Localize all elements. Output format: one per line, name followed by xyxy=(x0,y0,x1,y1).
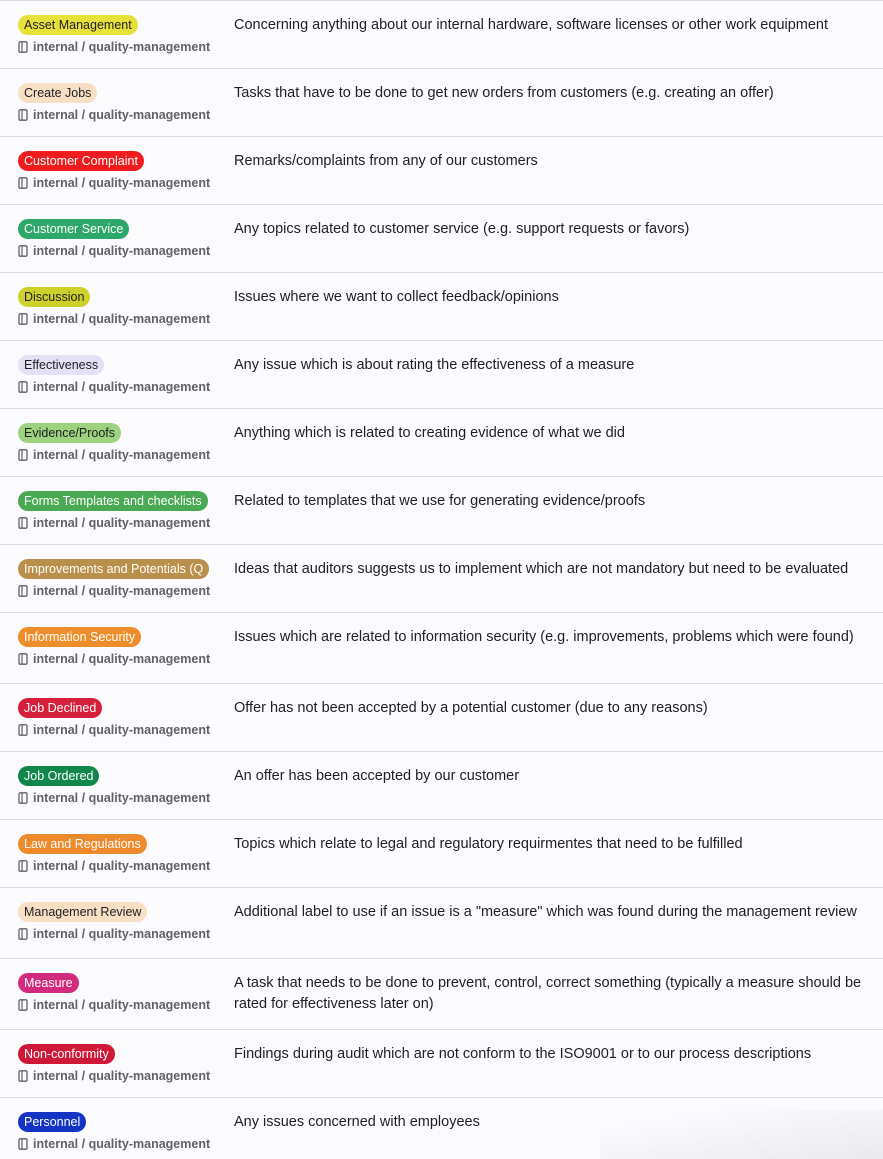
label-info xyxy=(18,423,234,463)
label-badge[interactable]: Law and Regulations xyxy=(18,834,147,854)
label-row[interactable] xyxy=(0,205,883,273)
label-badge[interactable]: Personnel xyxy=(18,1112,86,1132)
project-path[interactable] xyxy=(18,651,234,667)
label-badge[interactable]: Measure xyxy=(18,973,79,993)
project-icon xyxy=(18,1138,28,1150)
label-info xyxy=(18,1044,234,1084)
label-row[interactable] xyxy=(0,613,883,684)
label-row[interactable] xyxy=(0,137,883,205)
project-icon xyxy=(18,724,28,736)
project-icon xyxy=(18,245,28,257)
project-path-text: internal / quality-management xyxy=(33,516,211,530)
label-info xyxy=(18,219,234,259)
label-description: Ideas that auditors suggests us to implement which are not mandatory but need to be evaluated xyxy=(234,561,849,577)
project-icon xyxy=(18,1070,28,1082)
project-icon xyxy=(18,653,28,665)
label-badge[interactable]: Non-conformity xyxy=(18,1044,115,1064)
project-icon xyxy=(18,449,28,461)
project-path[interactable] xyxy=(18,1068,234,1084)
project-path[interactable] xyxy=(18,175,234,191)
project-path[interactable] xyxy=(18,107,234,123)
project-icon xyxy=(18,928,28,940)
label-badge[interactable]: Forms Templates and checklists xyxy=(18,491,208,511)
project-icon xyxy=(18,109,28,121)
project-path[interactable] xyxy=(18,39,234,55)
label-info xyxy=(18,902,234,942)
label-badge[interactable]: Evidence/Proofs xyxy=(18,423,121,443)
project-icon xyxy=(18,381,28,393)
project-path-text: internal / quality-management xyxy=(33,176,211,190)
label-info xyxy=(18,1112,234,1152)
label-badge[interactable]: Customer Service xyxy=(18,219,129,239)
label-info xyxy=(18,287,234,327)
project-icon xyxy=(18,41,28,53)
project-path[interactable] xyxy=(18,790,234,806)
label-row[interactable] xyxy=(0,69,883,137)
project-path-text: internal / quality-management xyxy=(33,859,211,873)
label-info xyxy=(18,627,234,667)
label-row[interactable] xyxy=(0,341,883,409)
label-info xyxy=(18,766,234,806)
project-path[interactable] xyxy=(18,997,234,1013)
project-path[interactable] xyxy=(18,379,234,395)
label-badge[interactable]: Asset Management xyxy=(18,15,138,35)
label-info xyxy=(18,83,234,123)
label-row[interactable] xyxy=(0,684,883,752)
label-info xyxy=(18,355,234,395)
project-path[interactable] xyxy=(18,243,234,259)
project-path[interactable] xyxy=(18,926,234,942)
project-path-text: internal / quality-management xyxy=(33,584,211,598)
label-description: Remarks/complaints from any of our customers xyxy=(234,153,538,169)
project-icon xyxy=(18,860,28,872)
project-path-text: internal / quality-management xyxy=(33,927,211,941)
project-path-text: internal / quality-management xyxy=(33,998,211,1012)
project-path[interactable] xyxy=(18,1136,234,1152)
label-description: Any topics related to customer service (e.g. support requests or favors) xyxy=(234,221,690,237)
project-path[interactable] xyxy=(18,447,234,463)
project-icon xyxy=(18,177,28,189)
label-description: Tasks that have to be done to get new orders from customers (e.g. creating an offer) xyxy=(234,85,774,101)
label-description: Concerning anything about our internal hardware, software licenses or other work equipment xyxy=(234,17,829,33)
project-path-text: internal / quality-management xyxy=(33,1069,211,1083)
label-info xyxy=(18,15,234,55)
label-description: Anything which is related to creating evidence of what we did xyxy=(234,425,625,441)
project-path-text: internal / quality-management xyxy=(33,791,211,805)
label-description: Findings during audit which are not conform to the ISO9001 or to our process descriptions xyxy=(234,1046,812,1062)
project-path[interactable] xyxy=(18,583,234,599)
project-path[interactable] xyxy=(18,858,234,874)
label-row[interactable] xyxy=(0,477,883,545)
label-description: Related to templates that we use for generating evidence/proofs xyxy=(234,493,646,509)
label-description: Offer has not been accepted by a potential customer (due to any reasons) xyxy=(234,700,708,716)
label-info xyxy=(18,491,234,531)
project-path-text: internal / quality-management xyxy=(33,448,211,462)
label-info xyxy=(18,973,234,1013)
label-info xyxy=(18,698,234,738)
project-path-text: internal / quality-management xyxy=(33,40,211,54)
label-row[interactable] xyxy=(0,409,883,477)
label-description: Issues where we want to collect feedback/opinions xyxy=(234,289,559,305)
label-description: Any issues concerned with employees xyxy=(234,1114,480,1130)
label-badge[interactable]: Customer Complaint xyxy=(18,151,144,171)
label-row[interactable] xyxy=(0,1030,883,1098)
label-row[interactable] xyxy=(0,1098,883,1159)
project-path-text: internal / quality-management xyxy=(33,1137,211,1151)
project-path-text: internal / quality-management xyxy=(33,312,211,326)
label-row[interactable] xyxy=(0,888,883,959)
project-icon xyxy=(18,313,28,325)
label-badge[interactable]: Improvements and Potentials (Q xyxy=(18,559,209,579)
label-badge[interactable]: Effectiveness xyxy=(18,355,104,375)
project-path[interactable] xyxy=(18,722,234,738)
project-path-text: internal / quality-management xyxy=(33,108,211,122)
label-badge[interactable]: Information Security xyxy=(18,627,141,647)
label-description: A task that needs to be done to prevent, control, correct something (typically a measure should be rated for effectiveness later on) xyxy=(234,975,862,1012)
label-row[interactable] xyxy=(0,752,883,820)
label-info xyxy=(18,834,234,874)
project-path[interactable] xyxy=(18,311,234,327)
project-path-text: internal / quality-management xyxy=(33,723,211,737)
project-icon xyxy=(18,792,28,804)
label-description: Any issue which is about rating the effectiveness of a measure xyxy=(234,357,635,373)
project-icon xyxy=(18,517,28,529)
label-row[interactable] xyxy=(0,273,883,341)
label-badge[interactable]: Job Declined xyxy=(18,698,102,718)
project-path-text: internal / quality-management xyxy=(33,380,211,394)
project-path[interactable] xyxy=(18,515,234,531)
label-badge[interactable]: Management Review xyxy=(18,902,147,922)
label-description: Issues which are related to information security (e.g. improvements, problems which were found) xyxy=(234,629,854,645)
label-row[interactable] xyxy=(0,820,883,888)
project-path-text: internal / quality-management xyxy=(33,244,211,258)
label-badge[interactable]: Create Jobs xyxy=(18,83,97,103)
label-info xyxy=(18,151,234,191)
label-row[interactable] xyxy=(0,545,883,613)
label-description: An offer has been accepted by our customer xyxy=(234,768,520,784)
label-description: Topics which relate to legal and regulatory requirmentes that need to be fulfilled xyxy=(234,836,743,852)
label-row[interactable] xyxy=(0,1,883,69)
project-icon xyxy=(18,585,28,597)
label-badge[interactable]: Job Ordered xyxy=(18,766,99,786)
project-path-text: internal / quality-management xyxy=(33,652,211,666)
label-info xyxy=(18,559,234,599)
label-badge[interactable]: Discussion xyxy=(18,287,90,307)
label-description: Additional label to use if an issue is a "measure" which was found during the management review xyxy=(234,904,857,920)
label-row[interactable] xyxy=(0,959,883,1030)
project-icon xyxy=(18,999,28,1011)
